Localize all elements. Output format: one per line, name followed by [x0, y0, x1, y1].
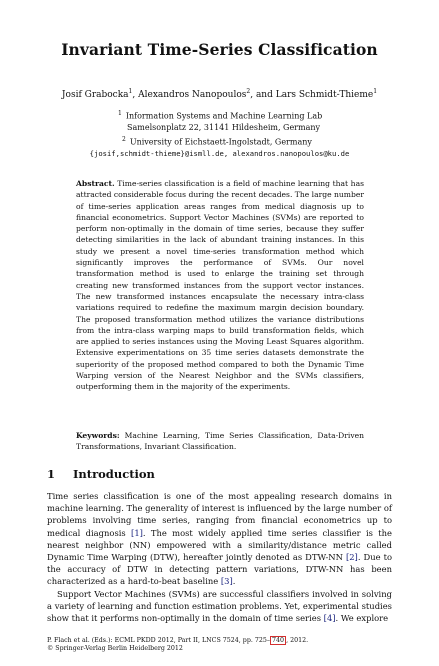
affiliation-line: Information Systems and Machine Learning Lab — [125, 111, 323, 121]
paper-title: Invariant Time-Series Classification — [61, 40, 378, 59]
citation-link[interactable]: [2] — [345, 552, 358, 563]
author-affiliation-mark: 2 — [246, 88, 251, 95]
paragraph-text: Support Vector Machines (SVMs) are successful classifiers involved in solving a variety of learning and function estimation problems. Yet, experimental studies show that it performs non-optimally in the domain of time series — [47, 588, 392, 624]
affiliation-mark: 1 — [118, 110, 122, 117]
author-name: Josif Grabocka — [61, 90, 129, 100]
author-list: Josif Grabocka$^1$, Alexandros Nanopoulos$^2$, and Lars Schmidt-Thieme$^1$ — [61, 88, 378, 100]
page-footer — [47, 637, 397, 654]
section-number: 1 — [47, 467, 56, 481]
affiliations — [0, 108, 439, 159]
author-emails: {josif,schmidt-thieme}@ismll.de, alexandros.nanopoulos@ku.de — [89, 148, 350, 158]
body-text — [47, 490, 392, 624]
affiliation-line: Samelsonplatz 22, 31141 Hildesheim, Germany — [127, 123, 321, 133]
paragraph — [47, 588, 392, 625]
abstract-label: Abstract. — [76, 179, 115, 188]
author-affiliation-mark: 1 — [128, 88, 133, 95]
abstract — [76, 178, 364, 393]
footer-citation: P. Flach et al. (Eds.): ECML PKDD 2012, Part II, LNCS 7524, pp. 725– — [47, 637, 271, 644]
paragraph-text: . We explore — [335, 613, 389, 624]
copyright-notice: © Springer-Verlag Berlin Heidelberg 2012 — [47, 645, 183, 653]
paragraph — [47, 490, 392, 588]
keywords-text: Machine Learning, Time Series Classification, Data-Driven Transformations, Invariant Classification. — [76, 431, 364, 452]
keywords — [76, 430, 364, 453]
citation-link[interactable]: [4] — [323, 613, 336, 624]
citation-link[interactable]: [1] — [131, 527, 143, 538]
footer-citation-end: , 2012. — [286, 637, 309, 644]
affiliation-line: University of Eichstaett-Ingolstadt, Germany — [129, 137, 312, 147]
section-title: Introduction — [73, 467, 155, 481]
paragraph-text: . The most widely applied time series classifier is the nearest neighbor (NN) empowered with a similarity/distance metric called Dynamic Time Warping (DTW), hereafter jointly denoted as DTW-NN — [47, 527, 392, 563]
paragraph-text: . — [232, 576, 236, 587]
citation-link[interactable]: [3] — [220, 576, 233, 587]
paragraph-text: . Due to the accuracy of DTW in detecting pattern variations, DTW-NN has been characterized as a hard-to-beat baseline — [47, 552, 392, 587]
keywords-label: Keywords: — [76, 431, 120, 440]
abstract-text: Time-series classification is a field of machine learning that has attracted considerable focus during the recent decades. The large number of time-series application areas ranges from medical diagnosis up to financial econometrics. Support Vector Machines (SVMs) are reported to perform non-optimally in the domain of time series, because they suffer detecting similarities in the lack of abundant training instances. In this study we present a novel time-series transformation method which significantly improves the performance of SVMs. Our novel transformation method is used to enlarge the training set through creating new transformed instances from the support vector instances. The new transformed instances encapsulate the necessary intra-class variations required to redefine the maximum margin decision boundary. The proposed transformation method utilizes the variance distributions from the intra-class warping maps to build transformation fields, which are applied to series instances using the Moving Least Squares algorithm. Extensive experimentations on 35 time series datasets demonstrate the superiority of the proposed method compared to both the Dynamic Time Warping version of the Nearest Neighbor and the SVMs classifiers, outperforming them in the majority of the experiments. — [76, 179, 364, 392]
section-heading — [47, 467, 155, 481]
affiliation-mark: 2 — [122, 135, 126, 143]
author-name: Alexandros Nanopoulos — [138, 90, 247, 100]
page-range-link[interactable]: 740 — [272, 637, 285, 644]
paragraph-text: Time series classification is one of the most appealing research domains in machine learning. The generality of interest is influenced by the large number of problems involving time series, ranging from financial econometrics up to medical diagnosis — [47, 491, 392, 538]
author-name: and Lars Schmidt-Thieme — [255, 90, 374, 100]
author-affiliation-mark: 1 — [373, 88, 378, 95]
